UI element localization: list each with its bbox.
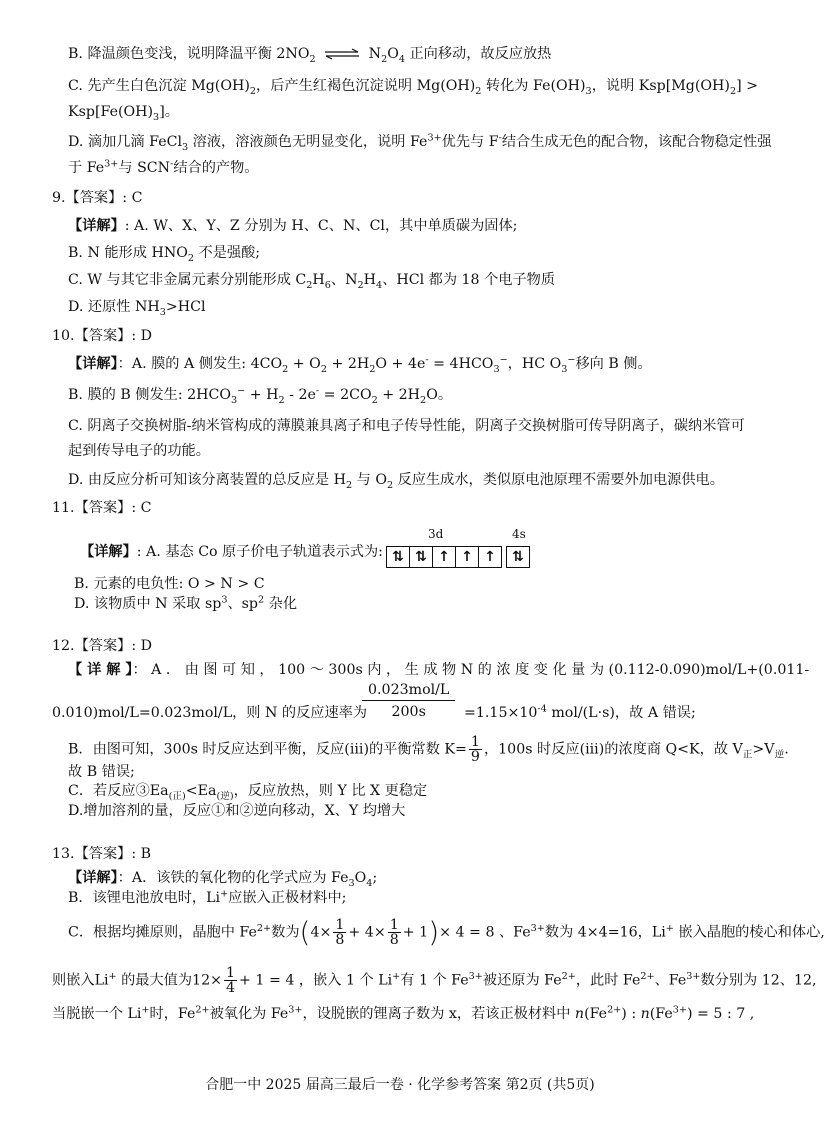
fraction-one-eighth: $\frac{1}{8}$ <box>389 917 399 948</box>
q10-detail-b: B. 膜的 B 侧发生: $2HCO_3^- + H_2 - 2e^- = 2CO_2 + 2H_2O$。 <box>68 385 453 406</box>
orbital-label-3d: 3d <box>428 527 444 541</box>
orbital-box: ↑ <box>456 547 479 567</box>
fraction-one-eighth: $\frac{1}{8}$ <box>335 917 345 948</box>
q10-detail-a: 【详解】：A. 膜的 A 侧发生: $4CO_2 + O_2 + 2H_2O + 4e^- = 4HCO_3^-$，HC $O_3^-$移向 B 侧。 <box>68 354 652 375</box>
q12-detail-b-line1: B．由图可知，300s 时反应达到平衡，反应(iii)的平衡常数 K= $\frac{1}{9}$ ，100s 时反应(iii)的浓度商 Q<K，故 $V_正>V_逆$. <box>68 734 789 765</box>
q11-detail-a: 【详解】: A. 基态 Co 原子价电子轨道表示式为: <box>80 544 383 560</box>
q8-option-d-line1: D. 滴加几滴 FeCl$_3$ 溶液，溶液颜色无明显变化，说明 $Fe^{3+}$优先与 F-结合生成无色的配合物，该配合物稳定性强 <box>68 132 772 153</box>
fraction-one-quarter: $\frac{1}{4}$ <box>226 965 236 996</box>
q13-detail-c: C．根据均摊原则，晶胞中 $Fe^{2+}$数为(4× $\frac{1}{8}$ + 4× $\frac{1}{8}$ + 1)× 4 = 8 、$Fe^{3+}$数为 4×4=16，Li+ 嵌入晶胞的棱心和体心, <box>68 915 825 949</box>
q8-option-c-line1: C. 先产生白色沉淀 $Mg(OH)_2$，后产生红褐色沉淀说明 $Mg(OH)_2$ 转化为 $Fe(OH)_3$，说明 $Ksp[Mg(OH)_2]$ > <box>68 78 759 97</box>
q13-detail-f: 当脱嵌一个 Li+时，$Fe^{2+}$被氧化为 $Fe^{3+}$，设脱嵌的锂离子数为 x，若该正极材料中 $n(Fe^{2+})$ : $n(Fe^{3+}) = 5$ : 7 , <box>52 1004 755 1022</box>
orbital-box: ↑ <box>433 547 456 567</box>
orbital-label-4s: 4s <box>512 527 526 541</box>
q11-detail-d: D. 该物质中 N 采取 $sp^3$、$sp^2$ 杂化 <box>74 594 298 612</box>
q10-heading: 10.【答案】: D <box>52 328 152 344</box>
q12-detail-d: D.增加溶剂的量，反应①和②逆向移动，X、Y 均增大 <box>68 803 406 819</box>
q12-detail-a-line1: 【 详 解 】： A ． 由 图 可 知 ， 100 ～ 300s 内 ， 生 成 物 N 的 浓 度 变 化 量 为 (0.112-0.090)mol/L+(0.011- <box>68 662 810 678</box>
q9-heading: 9.【答案】: C <box>52 190 143 206</box>
q9-detail-c: C. W 与其它非金属元素分别能形成 $C_2H_6$、$N_2H_4$、HCl 都为 18 个电子物质 <box>68 272 556 291</box>
q13-heading: 13.【答案】: B <box>52 846 152 862</box>
q13-detail-b: B．该锂电池放电时，Li+应嵌入正极材料中; <box>68 888 347 906</box>
q10-detail-d: D. 由反应分析可知该分离装置的总反应是 $H_2$ 与 $O_2$ 反应生成水，类似原电池原理不需要外加电源供电。 <box>68 472 724 491</box>
q8-option-c-line2: $Ksp[Fe(OH)_3]$。 <box>68 104 179 123</box>
q11-detail-b: B. 元素的电负性: O > N > C <box>74 576 265 592</box>
orbital-boxes-4s <box>506 546 530 568</box>
q12-detail-a-result: $=1.15\times 10^{-4}$ mol/(L·s)，故 A 错误; <box>464 703 696 721</box>
q12-detail-b-line2: 故 B 错误; <box>68 764 135 780</box>
orbital-boxes-3d <box>386 546 502 568</box>
q11-heading: 11.【答案】: C <box>52 500 152 516</box>
rate-fraction: 0.023mol/L 200s <box>362 680 455 723</box>
q12-heading: 12.【答案】: D <box>52 638 152 654</box>
orbital-box: ↑ <box>484 549 496 565</box>
q9-detail-d: D. 还原性 $NH_3>HCl$ <box>68 299 206 318</box>
equilibrium-arrow-icon <box>324 48 360 60</box>
q10-detail-c-line1: C. 阴离子交换树脂-纳米管构成的薄膜兼具离子和电子传导性能，阴离子交换树脂可传导阴离子，碳纳米管可 <box>68 418 745 434</box>
q10-detail-c-line2: 起到传导电子的功能。 <box>68 443 210 459</box>
q8-option-b: B. 降温颜色变浅，说明降温平衡 $2NO_2$ $N_2O_4$ 正向移动，故反应放热 <box>68 46 552 65</box>
page-footer: 合肥一中 2025 届高三最后一卷 · 化学参考答案 第2页 (共5页) <box>205 1077 595 1093</box>
q9-detail-b: B. N 能形成 $HNO_2$ 不是强酸; <box>68 245 261 264</box>
k-fraction: $\frac{1}{9}$ <box>470 734 480 765</box>
q12-detail-c: C．若反应$③Ea_{(正)}<Ea_{(逆)}$，反应放热，则 Y 比 X 更稳定 <box>68 783 428 802</box>
orbital-box: ⇅ <box>512 549 524 565</box>
q13-detail-e: 则嵌入Li+ 的最大值为12× $\frac{1}{4}$ + 1 = 4 ，嵌入 1 个 Li+有 1 个 $Fe^{3+}$被还原为 $Fe^{2+}$，此时 $Fe^{2+}$、$Fe^{3+}$数分别为 12、12, <box>52 965 817 996</box>
orbital-box: ⇅ <box>387 547 410 567</box>
orbital-box: ⇅ <box>410 547 433 567</box>
q13-detail-a: 【详解】：A．该铁的氧化物的化学式应为 $Fe_3O_4$; <box>68 870 378 889</box>
q9-detail-a: 【详解】: A. W、X、Y、Z 分别为 H、C、N、Cl，其中单质碳为固体; <box>68 218 518 234</box>
q12-detail-a-line2: 0.010)mol/L=0.023mol/L，则 N 的反应速率为 <box>52 705 368 721</box>
q8-option-d-line2: 于 $Fe^{3+}$与 SCN-结合的产物。 <box>68 158 259 176</box>
